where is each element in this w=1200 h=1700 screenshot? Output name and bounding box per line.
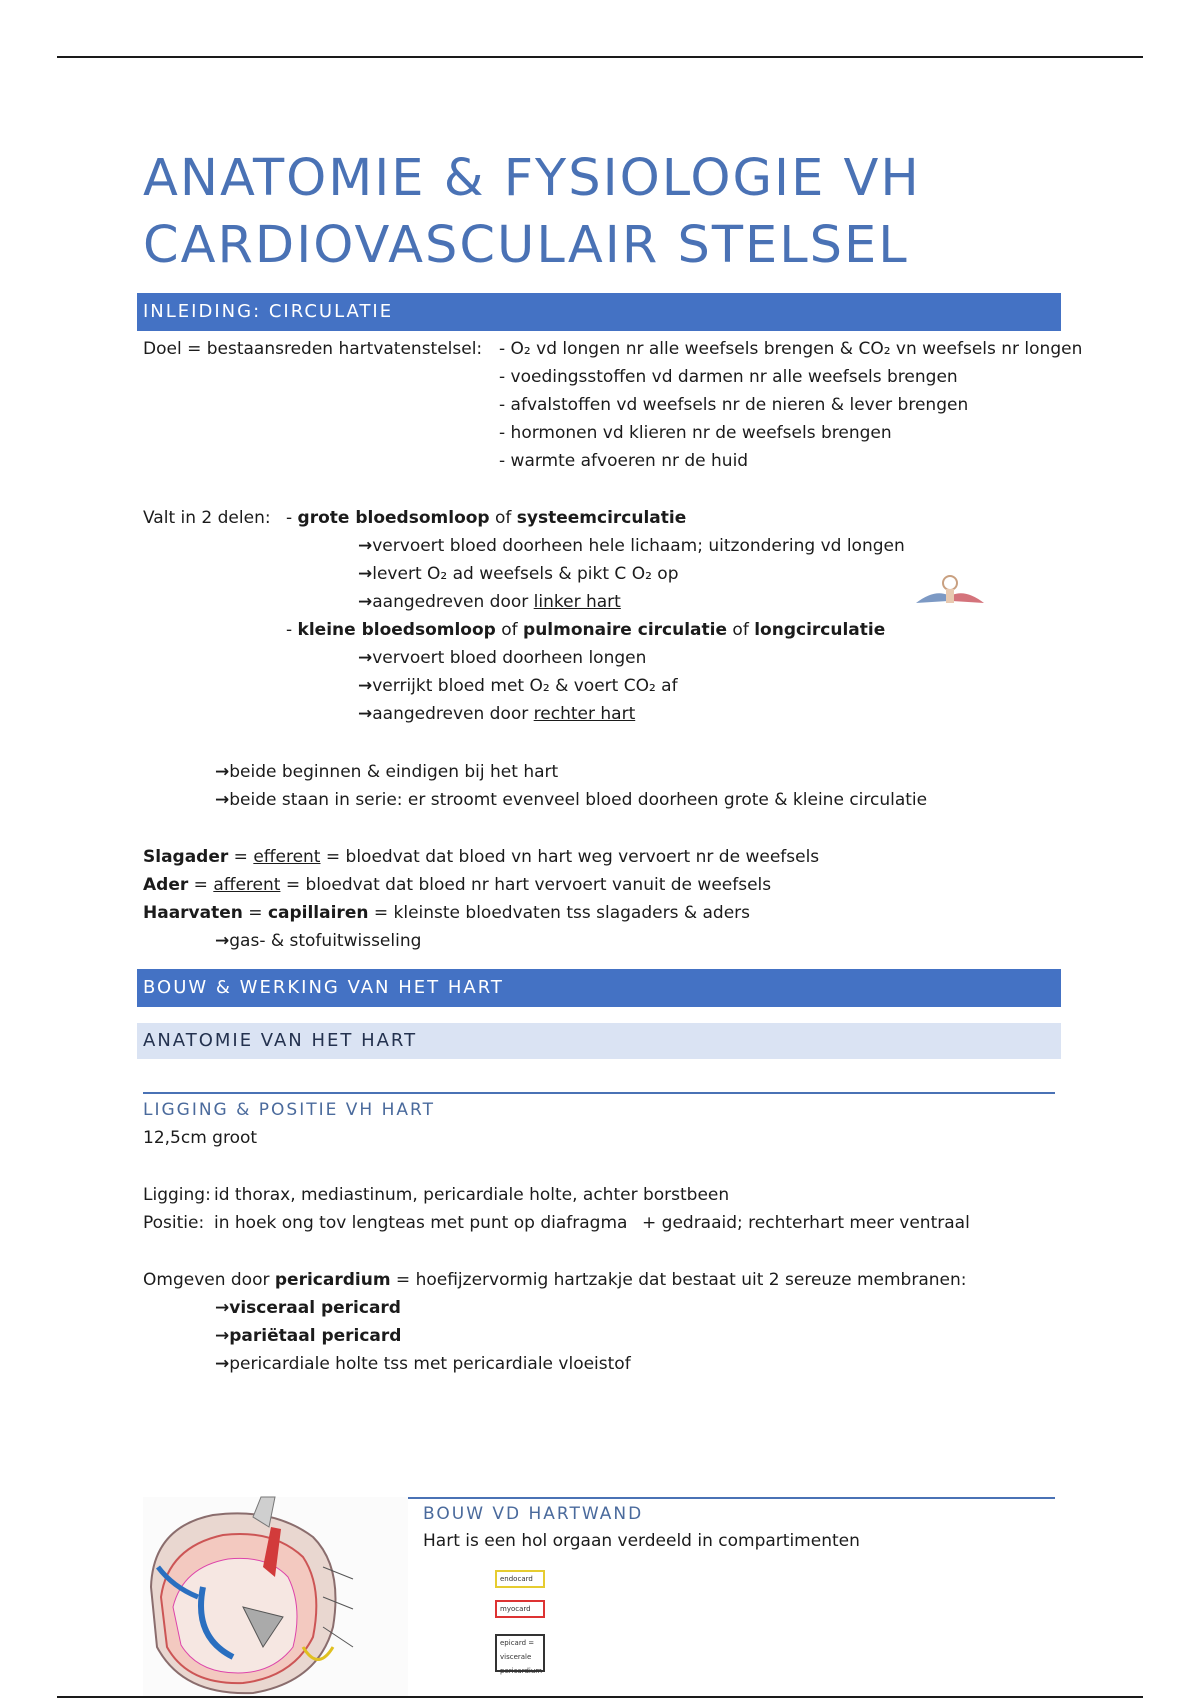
heading-hartwand: BOUW VD HARTWAND [423,1504,644,1524]
hartwand-text: Hart is een hol orgaan verdeeld in compartimenten [423,1531,860,1551]
doel-item: - afvalstoffen vd weefsels nr de nieren & lever brengen [499,395,969,415]
ligging-text: id thorax, mediastinum, pericardiale holte, achter borstbeen [214,1185,730,1205]
ligging-label: Ligging: [143,1185,211,1205]
doel-label: Doel = bestaansreden hartvatenstelsel: [143,339,483,359]
grote-bloedsomloop: - grote bloedsomloop of systeemcirculatie [286,508,687,528]
grote-item: → levert O₂ ad weefsels & pikt C O₂ op [358,560,678,588]
heart-illustration [143,1497,408,1696]
doel-item: - hormonen vd klieren nr de weefsels brengen [499,423,892,443]
positie-text: in hoek ong tov lengteas met punt op diafragma [214,1213,628,1233]
visceraal-pericard: → visceraal pericard [215,1294,401,1322]
haarvaten-definition: Haarvaten = capillairen = kleinste bloedvaten tss slagaders & aders [143,903,751,923]
positie-extra: + gedraaid; rechterhart meer ventraal [642,1213,970,1233]
grote-item: → vervoert bloed doorheen hele lichaam; uitzondering vd longen [358,532,905,560]
kleine-bloedsomloop: - kleine bloedsomloop of pulmonaire circulatie of longcirculatie [286,620,886,640]
subsection-header-anatomie: ANATOMIE VAN HET HART [137,1023,1061,1059]
kleine-item: → vervoert bloed doorheen longen [358,644,646,672]
top-rule [57,56,1143,58]
circulation-thumbnail [914,573,986,607]
ader-definition: Ader = afferent = bloedvat dat bloed nr hart vervoert vanuit de weefsels [143,875,772,895]
beide-item: → beide staan in serie: er stroomt evenveel bloed doorheen grote & kleine circulatie [215,786,927,814]
kleine-item: → aangedreven door rechter hart [358,700,635,728]
section-header-bouw: BOUW & WERKING VAN HET HART [137,969,1061,1007]
doel-item: - warmte afvoeren nr de huid [499,451,749,471]
title-line-1: ANATOMIE & FYSIOLOGIE VH [143,149,921,208]
doel-item: - O₂ vd longen nr alle weefsels brengen & CO₂ vn weefsels nr longen [499,339,1083,359]
section-header-circulatie: INLEIDING: CIRCULATIE [137,293,1061,331]
grote-item: → aangedreven door linker hart [358,588,621,616]
bottom-rule [57,1696,1143,1698]
doel-item: - voedingsstoffen vd darmen nr alle weefsels brengen [499,367,958,387]
kleine-item: → verrijkt bloed met O₂ & voert CO₂ af [358,672,678,700]
beide-item: → beide beginnen & eindigen bij het hart [215,758,558,786]
label-epicard: epicard = viscerale pericardium [495,1634,545,1672]
pericardiale-holte: → pericardiale holte tss met pericardiale vloeistof [215,1350,631,1378]
document-title [143,145,1043,279]
positie-label: Positie: [143,1213,205,1233]
delen-label: Valt in 2 delen: [143,508,271,528]
parietaal-pericard: → pariëtaal pericard [215,1322,401,1350]
heading-ligging: LIGGING & POSITIE VH HART [143,1100,435,1120]
label-endocard: endocard [495,1570,545,1588]
slagader-definition: Slagader = efferent = bloedvat dat bloed vn hart weg vervoert nr de weefsels [143,847,820,867]
gas-uitwisseling: → gas- & stofuitwisseling [215,927,421,955]
grootte-text: 12,5cm groot [143,1128,258,1148]
divider [143,1092,1055,1094]
title-line-2: CARDIOVASCULAIR STELSEL [143,216,909,275]
omgeven-text: Omgeven door pericardium = hoefijzervormig hartzakje dat bestaat uit 2 sereuze membranen: [143,1270,967,1290]
label-myocard: myocard [495,1600,545,1618]
